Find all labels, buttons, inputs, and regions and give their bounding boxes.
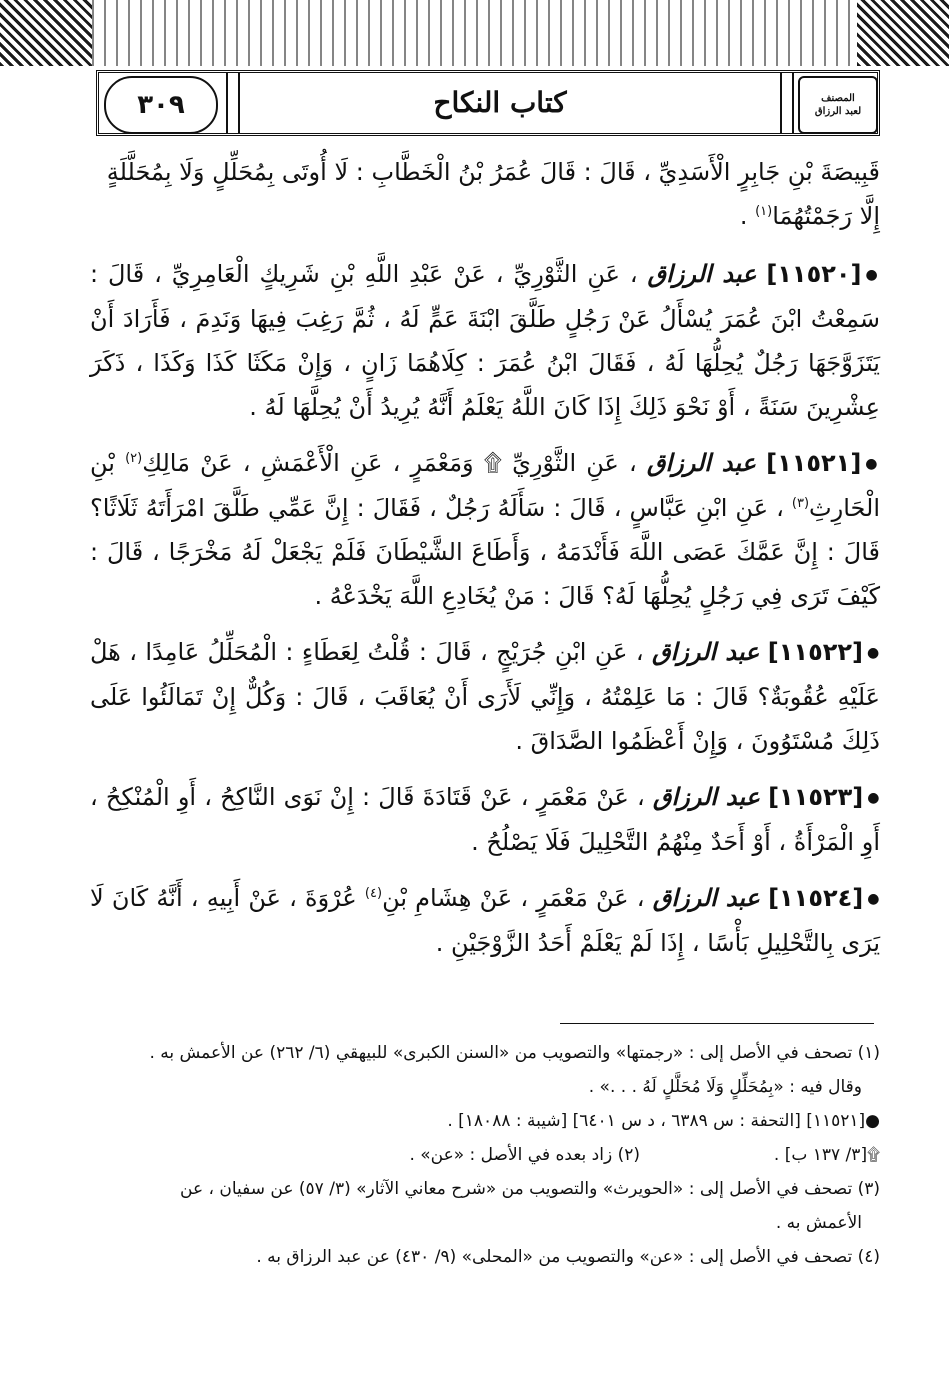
decorative-pattern-right [857,0,949,66]
manuscript-reference: ۩[٣/ ١٣٧ ب] . [773,1145,880,1165]
footnote-1: (١) تصحف في الأصل إلى : «رجمتها» والتصويب من «السنن الكبرى» للبيهقي (٦/ ٢٦٢) عن الأعمش به . [149,1043,880,1063]
page-number-box [104,76,218,134]
footnote-ref-1[interactable]: (١) [755,204,773,219]
hadith-number: [١١٥٢٤] [768,884,864,912]
continuation-line-2: إِلَّا رَجَمْتُهُمَا [772,202,880,230]
reference-line: ●[١١٥٢١] [التحفة : س ٦٣٨٩ ، د س ٦٤٠١] [شيبة : ١٨٠٨٨] . [447,1111,880,1131]
chapter-title: كتاب النكاح [433,86,567,119]
page-number: ٣٠٩ [137,90,185,120]
hadith-text-b: بْنِ الْحَارِثِ [90,449,880,522]
hadith-text-a: ، عَنْ مَعْمَرٍ ، عَنْ هِشَامِ بْنِ [382,884,645,912]
hadith-number: [١١٥٢١] [766,449,862,477]
hadith-text: ، عَنِ ابْنِ جُرَيْجٍ ، قَالَ : قُلْتُ لِعَطَاءٍ : الْمُحَلِّلُ عَامِدًا ، هَلْ عَلَيْهِ عُقُوبَةٌ؟ قَالَ : مَا عَلِمْتُهُ ، وَإِنِّي لَأَرَى أَنْ يُعَاقَبَ ، قَالَ : وَكُلٌّ إِنْ تَمَالَئُوا عَلَى ذَلِكَ مُسْتَوُونَ ، وَإِنْ أَعْظَمُوا الصَّدَاقَ . [90,638,880,755]
narrator-name: عبد الرزاق [652,884,760,912]
footnote-ref-2[interactable]: (٢) [125,451,143,466]
ornament-divider-right [780,72,794,134]
logo-text-line-1: المصنف [821,93,855,104]
hadith-text: ، عَنِ الثَّوْرِيِّ ، عَنْ عَبْدِ اللَّهِ بْنِ شَرِيكٍ الْعَامِرِيِّ ، قَالَ : سَمِعْتُ ابْنَ عُمَرَ يُسْأَلُ عَنْ رَجُلٍ طَلَّقَ ابْنَةَ عَمٍّ لَهُ ، ثُمَّ رَغِبَ فِيهَا وَنَدِمَ ، فَأَرَادَ أَنْ يَتَزَوَّجَهَا رَجُلٌ يُحِلُّهَا لَهُ ، فَقَالَ ابْنُ عُمَرَ : كِلَاهُمَا زَانٍ ، وَإِنْ مَكَثَا كَذَا وَكَذَا ، ذَكَرَ عِشْرِينَ سَنَةً ، أَوْ نَحْوَ ذَلِكَ إِذَا كَانَ اللَّهُ يَعْلَمُ أَنَّهُ يُرِيدُ أَنْ يُحِلَّهَا لَهُ . [90,260,880,421]
continuation-line-1: قَبِيصَةَ بْنِ جَابِرٍ الْأَسَدِيِّ ، قَالَ : قَالَ عُمَرُ بْنُ الْخَطَّابِ : لَا أُوتَى بِمُحَلِّلٍ وَلَا بِمُحَلَّلَةٍ [106,158,880,186]
bullet-icon: ● [865,267,880,283]
hadith-text-a: ، عَنِ الثَّوْرِيِّ ۩ وَمَعْمَرٍ ، عَنِ الْأَعْمَشِ ، عَنْ مَالِكِ [142,449,637,477]
hadith-11524 [90,876,880,965]
footnote-3: (٣) تصحف في الأصل إلى : «الحويرث» والتصويب من «شرح معاني الآثار» (٣/ ٥٧) عن سفيان ، عن [180,1179,880,1199]
ornament-divider-left [226,72,240,134]
footnote-3-continued: الأعمش به . [775,1213,862,1233]
decorative-pattern-left [0,0,92,66]
footnote-ref-4[interactable]: (٤) [364,886,383,901]
narrator-name: عبد الرزاق [652,783,760,811]
page-header [0,0,949,142]
hadith-number: [١١٥٢٣] [768,783,864,811]
hadith-11520 [90,252,880,429]
footnote-separator [560,1023,874,1024]
hadith-text: ، عَنْ مَعْمَرٍ ، عَنْ قَتَادَةَ قَالَ : إِنْ نَوَى النَّاكِحُ ، أَوِ الْمُنْكِحُ ، أَوِ الْمَرْأَةُ ، أَوْ أَحَدٌ مِنْهُمُ التَّحْلِيلَ فَلَا يَصْلُحُ . [90,783,880,856]
bullet-icon: ● [865,456,880,472]
hadith-number: [١١٥٢٢] [767,638,863,666]
narrator-name: عبد الرزاق [646,449,756,477]
hadith-11521 [90,441,880,618]
bullet-icon: ● [867,891,881,907]
hadith-number: [١١٥٢٠] [766,260,862,288]
decorative-pattern-band [92,0,857,66]
footnote-row [90,1138,880,1172]
bullet-icon: ● [866,645,880,661]
hadith-text-c: ، عَنِ ابْنِ عَبَّاسٍ ، قَالَ : سَأَلَهُ رَجُلٌ ، فَقَالَ : إِنَّ عَمِّي طَلَّقَ امْرَأَتَهُ ثَلَاثًا؟ قَالَ : إِنَّ عَمَّكَ عَصَى اللَّهَ فَأَنْدَمَهُ ، وَأَطَاعَ الشَّيْطَانَ فَلَمْ يَجْعَلْ لَهُ مَخْرَجًا ، قَالَ : كَيْفَ تَرَى فِي رَجُلٍ يُحِلُّهَا لَهُ؟ قَالَ : مَنْ يُخَادِعِ اللَّهَ يَخْدَعْهُ . [90,494,880,610]
hadith-11522 [90,630,880,763]
bullet-icon: ● [867,790,880,806]
paragraph-continuation [90,150,880,238]
logo-text-line-2: لعبد الرزاق [814,106,862,117]
continuation-end: . [739,202,756,230]
hadith-text-b: عُرْوَةَ ، عَنْ أَبِيهِ ، أَنَّهُ كَانَ لَا يَرَى بِالتَّحْلِيلِ بَأْسًا ، إِذَا لَمْ يَعْلَمْ أَحَدُ الزَّوْجَيْنِ . [90,884,880,957]
main-text [90,150,880,977]
footnotes [90,1036,880,1274]
narrator-name: عبد الرزاق [651,638,760,666]
footnote-2: (٢) زاد بعده في الأصل : «عن» . [409,1145,640,1165]
footnote-ref-3[interactable]: (٣) [791,496,810,511]
footnote-1-continued: وقال فيه : «بِمُحَلِّلٍ وَلَا مُحَلَّلٍ لَهُ . . .» . [588,1077,862,1097]
book-logo-seal [798,76,878,134]
hadith-11523 [90,775,880,864]
footnote-4: (٤) تصحف في الأصل إلى : «عن» والتصويب من «المحلى» (٩/ ٤٣٠) عن عبد الرزاق به . [256,1247,880,1267]
narrator-name: عبد الرزاق [647,260,757,288]
